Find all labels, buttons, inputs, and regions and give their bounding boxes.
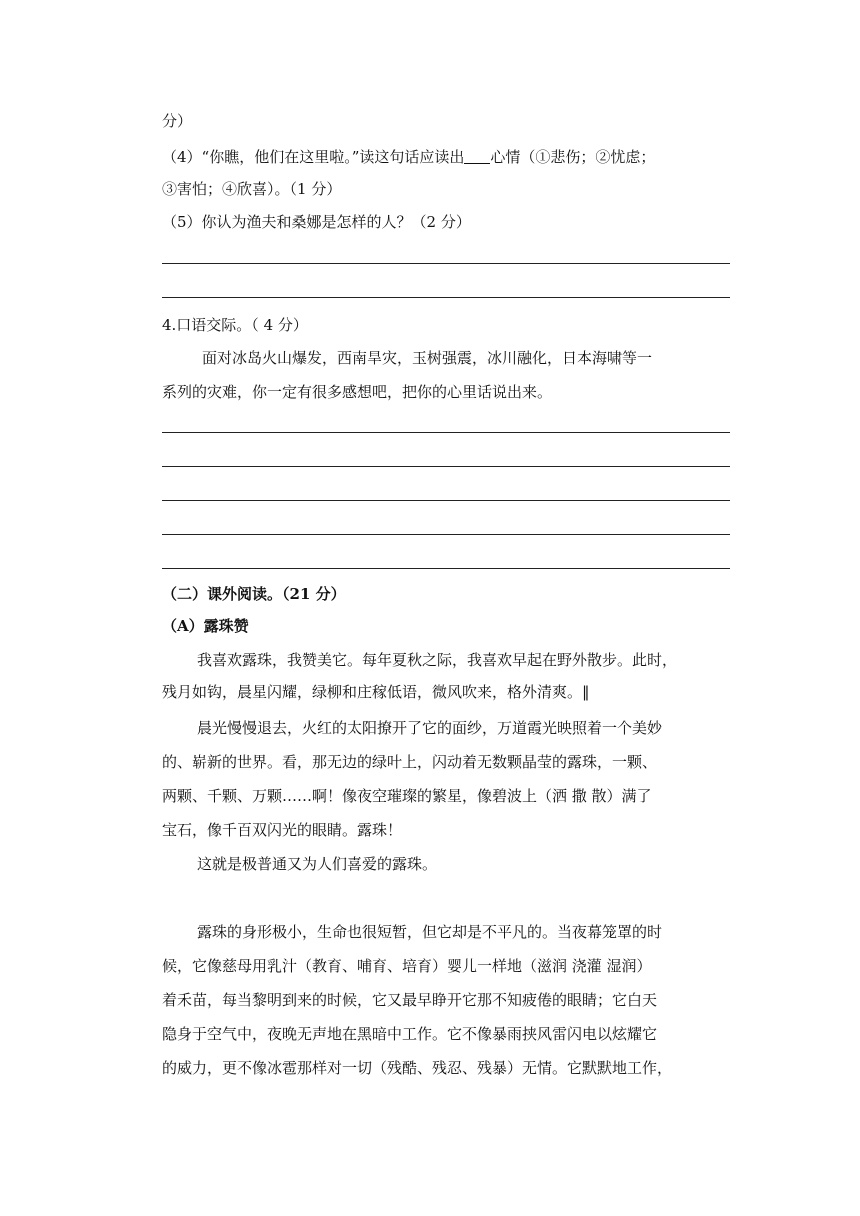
passage-line: 着禾苗，每当黎明到来的时候，它又最早睁开它那不知疲倦的眼睛；它白天 <box>162 991 658 1009</box>
answer-line[interactable] <box>162 263 730 264</box>
question-4-options: 心情（①悲伤；②忧虑； <box>490 148 656 166</box>
passage-line: 残月如钩，晨星闪耀，绿柳和庄稼低语，微风吹来，格外清爽。‖ <box>162 683 590 701</box>
answer-line[interactable] <box>162 432 730 433</box>
passage-line: 露珠的身形极小，生命也很短暂，但它却是不平凡的。当夜幕笼罩的时 <box>197 923 663 941</box>
question-5: （5）你认为渔夫和桑娜是怎样的人？（2 分） <box>162 213 471 231</box>
passage-line: 两颗、千颗、万颗……啊！像夜空璀璨的繁星，像碧波上（洒 撒 散）满了 <box>162 787 652 805</box>
answer-line[interactable] <box>162 568 730 569</box>
passage-line: 隐身于空气中，夜晚无声地在黑暗中工作。它不像暴雨挟风雷闪电以炫耀它 <box>162 1025 658 1043</box>
passage-line: 的威力，更不像冰雹那样对一切（残酷、残忍、残暴）无情。它默默地工作， <box>162 1059 673 1077</box>
oral-title: 4.口语交际。（ 4 分） <box>162 316 308 334</box>
passage-line: 晨光慢慢退去，火红的太阳撩开了它的面纱，万道霞光映照着一个美妙 <box>197 719 663 737</box>
question-4-text: （4）“你瞧，他们在这里啦。”读这句话应读出 <box>162 148 465 166</box>
passage-line: 这就是极普通又为人们喜爱的露珠。 <box>197 855 438 873</box>
question-4-cont: ③害怕；④欣喜）。（1 分） <box>162 180 342 198</box>
oral-prompt-line: 系列的灾难，你一定有很多感想吧，把你的心里话说出来。 <box>162 383 553 401</box>
answer-line[interactable] <box>162 534 730 535</box>
answer-line[interactable] <box>162 500 730 501</box>
passage-line: 宝石，像千百双闪光的眼睛。露珠！ <box>162 821 403 839</box>
answer-line[interactable] <box>162 466 730 467</box>
answer-blank[interactable] <box>464 149 490 164</box>
answer-line[interactable] <box>162 297 730 298</box>
question-4 <box>162 147 655 167</box>
passage-line: 的、崭新的世界。看，那无边的绿叶上，闪动着无数颗晶莹的露珠，一颗、 <box>162 753 658 771</box>
passage-line: 候，它像慈母用乳汁（教育、哺育、培育）婴儿一样地（滋润 浇灌 湿润） <box>162 957 652 975</box>
passage-title: （A）露珠赞 <box>162 617 249 635</box>
section-title: （二）课外阅读。（21 分） <box>162 585 346 603</box>
passage-line: 我喜欢露珠，我赞美它。每年夏秋之际，我喜欢早起在野外散步。此时， <box>197 651 678 669</box>
oral-prompt-line: 面对冰岛火山爆发，西南旱灾，玉树强震，冰川融化，日本海啸等一 <box>202 349 653 367</box>
text-line: 分） <box>162 112 193 130</box>
